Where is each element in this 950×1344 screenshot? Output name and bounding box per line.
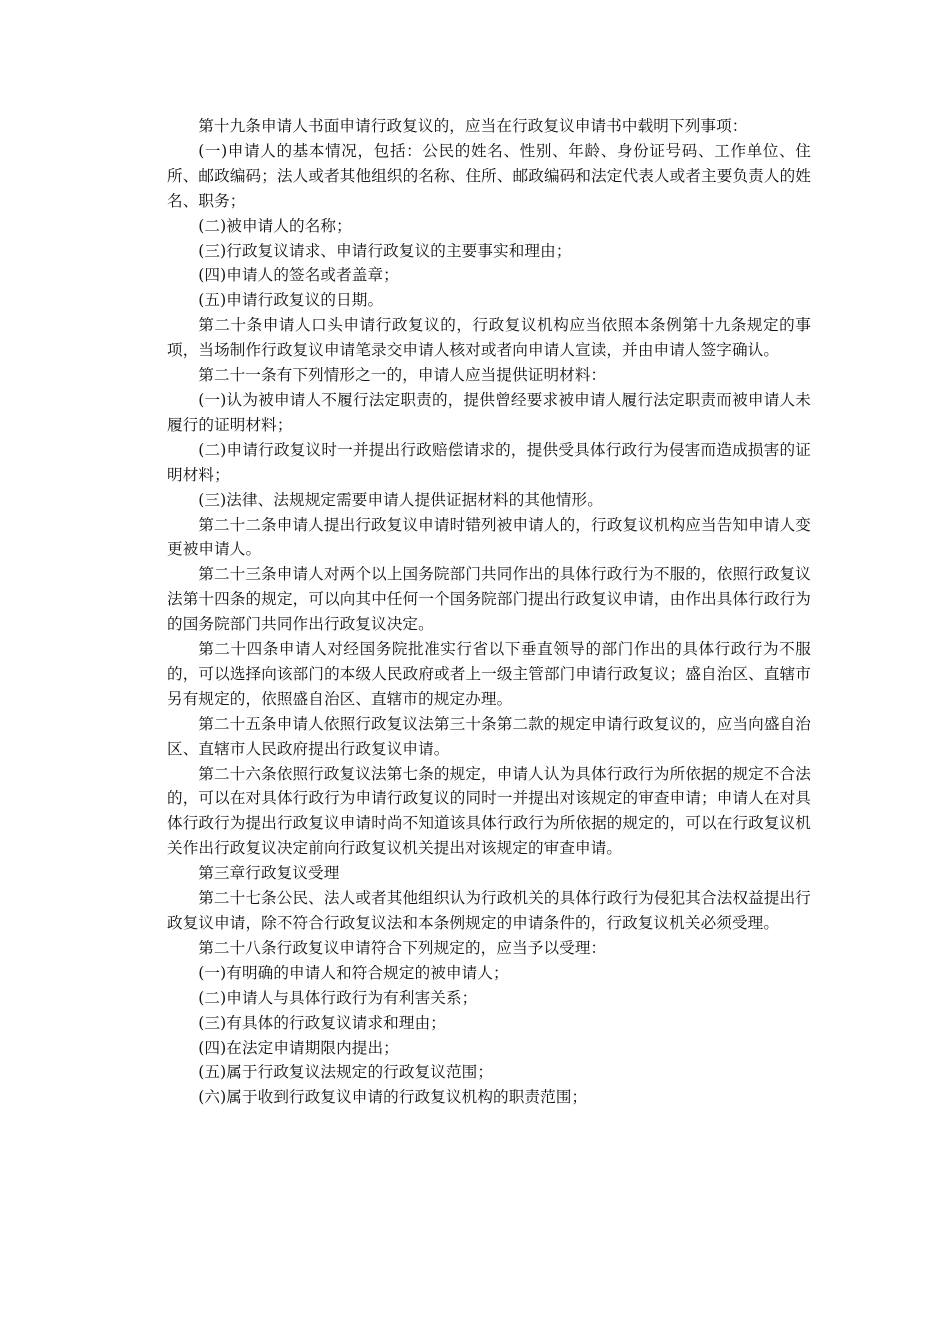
paragraph-art28-item6: (六)属于收到行政复议申请的行政复议机构的职责范围； [198, 1088, 588, 1107]
paragraph-art28-item3: (三)有具体的行政复议请求和理由； [198, 1013, 446, 1032]
paragraph-art21-item3: (三)法律、法规规定需要申请人提供证据材料的其他情形。 [198, 490, 603, 509]
paragraph-art28-item1: (一)有明确的申请人和符合规定的被申请人； [198, 963, 509, 982]
paragraph-art20: 第二十条申请人口头申请行政复议的，行政复议机构应当依照本条例第十九条规定的事项，当场制作行政复议申请笔录交申请人核对或者向申请人宣读，并由申请人签字确认。 [167, 316, 811, 360]
paragraph-art28-item4: (四)在法定申请期限内提出； [198, 1038, 399, 1057]
paragraph-art19: 第十九条申请人书面申请行政复议的，应当在行政复议申请书中载明下列事项： [198, 117, 748, 135]
paragraph-art21-item2: (二)申请行政复议时一并提出行政赔偿请求的，提供受具体行政行为侵害而造成损害的证明材料； [167, 440, 811, 484]
paragraph-art26: 第二十六条依照行政复议法第七条的规定，申请人认为具体行政行为所依据的规定不合法的，可以在对具体行政行为申请行政复议的同时一并提出对该规定的审查申请；申请人在对具体行政行为提出行政复议申请时尚不知道该具体行政行为所依据的规定的，可以在行政复议机关作出行政复议决定前向行政复议机关提出对该规定的审查申请。 [167, 764, 811, 858]
paragraph-art28-item5: (五)属于行政复议法规定的行政复议范围； [198, 1063, 494, 1082]
paragraph-art19-item4: (四)申请人的签名或者盖章； [198, 266, 399, 285]
paragraph-art19-item1: (一)申请人的基本情况，包括：公民的姓名、性别、年龄、身份证号码、工作单位、住所、邮政编码；法人或者其他组织的名称、住所、邮政编码和法定代表人或者主要负责人的姓名、职务； [167, 141, 811, 210]
chapter-heading-3: 第三章行政复议受理 [198, 864, 340, 883]
paragraph-art21: 第二十一条有下列情形之一的，申请人应当提供证明材料： [198, 366, 607, 385]
paragraph-art24: 第二十四条申请人对经国务院批准实行省以下垂直领导的部门作出的具体行政行为不服的，可以选择向该部门的本级人民政府或者上一级主管部门申请行政复议；盛自治区、直辖市另有规定的，依照盛自治区、直辖市的规定办理。 [167, 640, 811, 708]
document-page [167, 114, 811, 1110]
paragraph-art19-item5: (五)申请行政复议的日期。 [198, 291, 384, 310]
paragraph-art28: 第二十八条行政复议申请符合下列规定的，应当予以受理： [198, 938, 607, 957]
paragraph-art19-item2: (二)被申请人的名称； [198, 216, 352, 235]
paragraph-art22: 第二十二条申请人提出行政复议申请时错列被申请人的，行政复议机构应当告知申请人变更被申请人。 [167, 515, 811, 559]
paragraph-art27: 第二十七条公民、法人或者其他组织认为行政机关的具体行政行为侵犯其合法权益提出行政复议申请，除不符合行政复议法和本条例规定的申请条件的，行政复议机关必须受理。 [167, 889, 811, 932]
paragraph-art21-item1: (一)认为被申请人不履行法定职责的，提供曾经要求被申请人履行法定职责而被申请人未履行的证明材料； [167, 390, 811, 434]
paragraph-art25: 第二十五条申请人依照行政复议法第三十条第二款的规定申请行政复议的，应当向盛自治区、直辖市人民政府提出行政复议申请。 [167, 714, 811, 758]
paragraph-art23: 第二十三条申请人对两个以上国务院部门共同作出的具体行政行为不服的，依照行政复议法第十四条的规定，可以向其中任何一个国务院部门提出行政复议申请，由作出具体行政行为的国务院部门共同作出行政复议决定。 [167, 565, 811, 634]
paragraph-art19-item3: (三)行政复议请求、申请行政复议的主要事实和理由； [198, 241, 572, 260]
paragraph-art28-item2: (二)申请人与具体行政行为有利害关系； [198, 988, 478, 1007]
